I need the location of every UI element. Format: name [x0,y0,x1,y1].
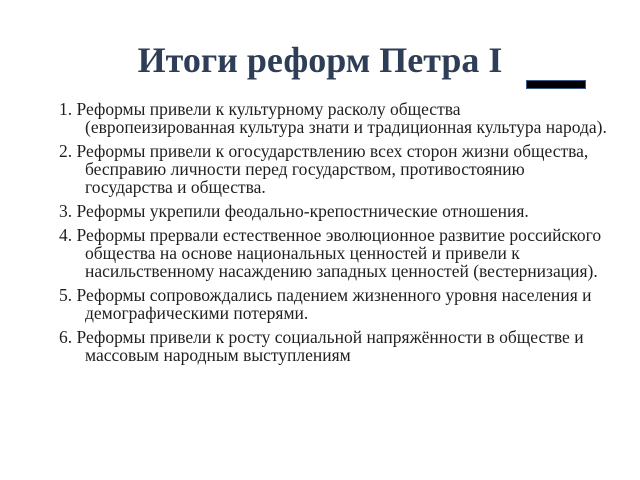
list-item: 5. Реформы сопровождались падением жизненного уровня населения и демографическими потерями. [59,285,592,323]
list-item: 4. Реформы прервали естественное эволюционное развитие российского общества на основе национальных ценностей и привели к насильственному насаждению западных ценностей (вестернизация). [59,225,602,281]
list-item: 3. Реформы укрепили феодально-крепостнические отношения. [59,201,529,221]
list-item: 1. Реформы привели к культурному расколу общества (европеизированная культура знати и традиционная культура народа). [59,99,607,137]
slide-title: Итоги реформ Петра I [137,40,503,80]
reform-results-list [59,100,607,370]
title-decoration-bar [526,80,586,89]
list-item: 6. Реформы привели к росту социальной напряжённости в обществе и массовым народным выступлениям [59,327,584,365]
list-item: 2. Реформы привели к огосударствлению всех сторон жизни общества, бесправию личности перед государством, противостоянию государства и общества. [59,141,589,197]
